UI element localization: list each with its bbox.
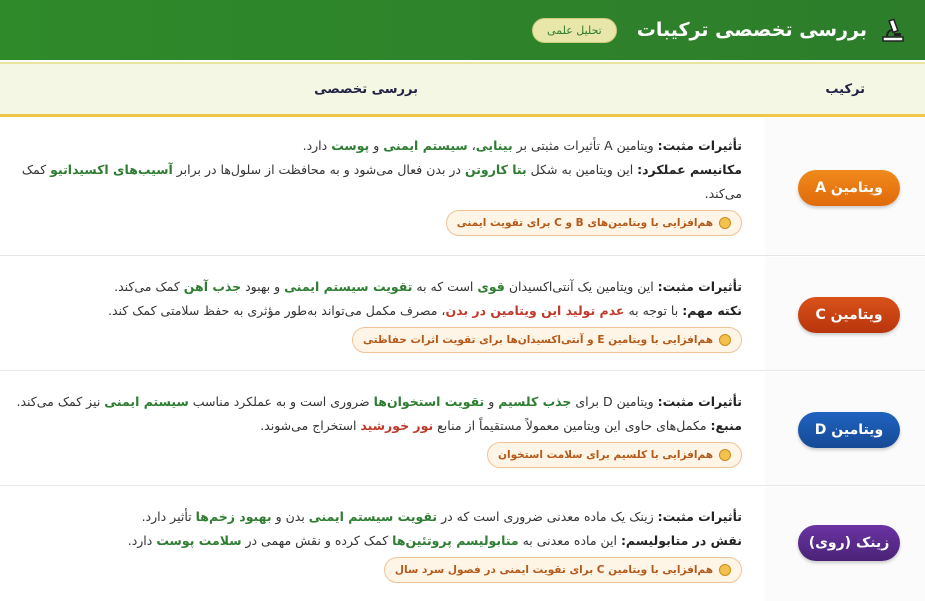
compound-pill: ویتامین A [798, 170, 900, 206]
table-row [0, 487, 925, 601]
review-content [7, 505, 742, 584]
effects-line: تأثیرات مثبت: زینک یک ماده معدنی ضروری است که در تقویت سیستم ایمنی بدن و بهبود زخم‌ها تأثیر دارد. [141, 509, 742, 524]
source-line: منبع: مکمل‌های حاوی این ویتامین معمولاً مستقیماً از منابع نور خورشید استخراج می‌شوند. [260, 418, 742, 433]
table-row [0, 372, 925, 486]
synergy-chip: هم‌افزایی با ویتامین C برای تقویت ایمنی در فصول سرد سال [384, 557, 742, 583]
compound-pill: ویتامین D [798, 412, 900, 448]
compound-pill: زینک (روی) [798, 525, 900, 561]
review-content [7, 390, 742, 469]
effects-line: تأثیرات مثبت: ویتامین A تأثیرات مثبتی بر بینایی، سیستم ایمنی و پوست دارد. [302, 138, 742, 153]
note-line: نکته مهم: با توجه به عدم تولید این ویتامین در بدن، مصرف مکمل می‌تواند به‌طور مؤثری به حفظ سلامتی کمک کند. [107, 303, 742, 318]
column-header-review: بررسی تخصصی [314, 82, 418, 97]
metabolism-line: نقش در متابولیسم: این ماده معدنی به متابولیسم پروتئین‌ها کمک کرده و نقش مهمی در سلامت پوست دارد. [127, 533, 742, 548]
synergy-chip: هم‌افزایی با کلسیم برای سلامت استخوان [487, 442, 742, 468]
heart-icon [719, 334, 731, 346]
page-title: بررسی تخصصی ترکیبات [636, 19, 867, 41]
analysis-badge[interactable]: تحلیل علمی [532, 18, 617, 43]
table-row [0, 257, 925, 371]
microscope-icon [879, 16, 907, 44]
heart-icon [719, 449, 731, 461]
synergy-chip: هم‌افزایی با ویتامین‌های B و C برای تقویت ایمنی [446, 210, 742, 236]
heart-icon [719, 564, 731, 576]
app-header [0, 0, 925, 60]
table-header [0, 62, 925, 117]
effects-line: تأثیرات مثبت: این ویتامین یک آنتی‌اکسیدان قوی است که به تقویت سیستم ایمنی و بهبود جذب آهن کمک می‌کند. [114, 279, 742, 294]
heart-icon [719, 217, 731, 229]
effects-line: تأثیرات مثبت: ویتامین D برای جذب کلسیم و تقویت استخوان‌ها ضروری است و به عملکرد مناسب سیستم ایمنی نیز کمک می‌کند. [16, 394, 742, 409]
mechanism-line: مکانیسم عملکرد: این ویتامین به شکل بتا کاروتن در بدن فعال می‌شود و به محافظت از سلول‌ها در برابر آسیب‌های اکسیداتیو کمک می‌کند. [21, 162, 742, 201]
compound-pill: ویتامین C [798, 297, 900, 333]
table-row [0, 118, 925, 256]
review-content [7, 134, 742, 237]
review-content [7, 275, 742, 354]
column-header-compound: ترکیب [825, 82, 865, 97]
synergy-chip: هم‌افزایی با ویتامین E و آنتی‌اکسیدان‌ها برای تقویت اثرات حفاظتی [352, 327, 742, 353]
